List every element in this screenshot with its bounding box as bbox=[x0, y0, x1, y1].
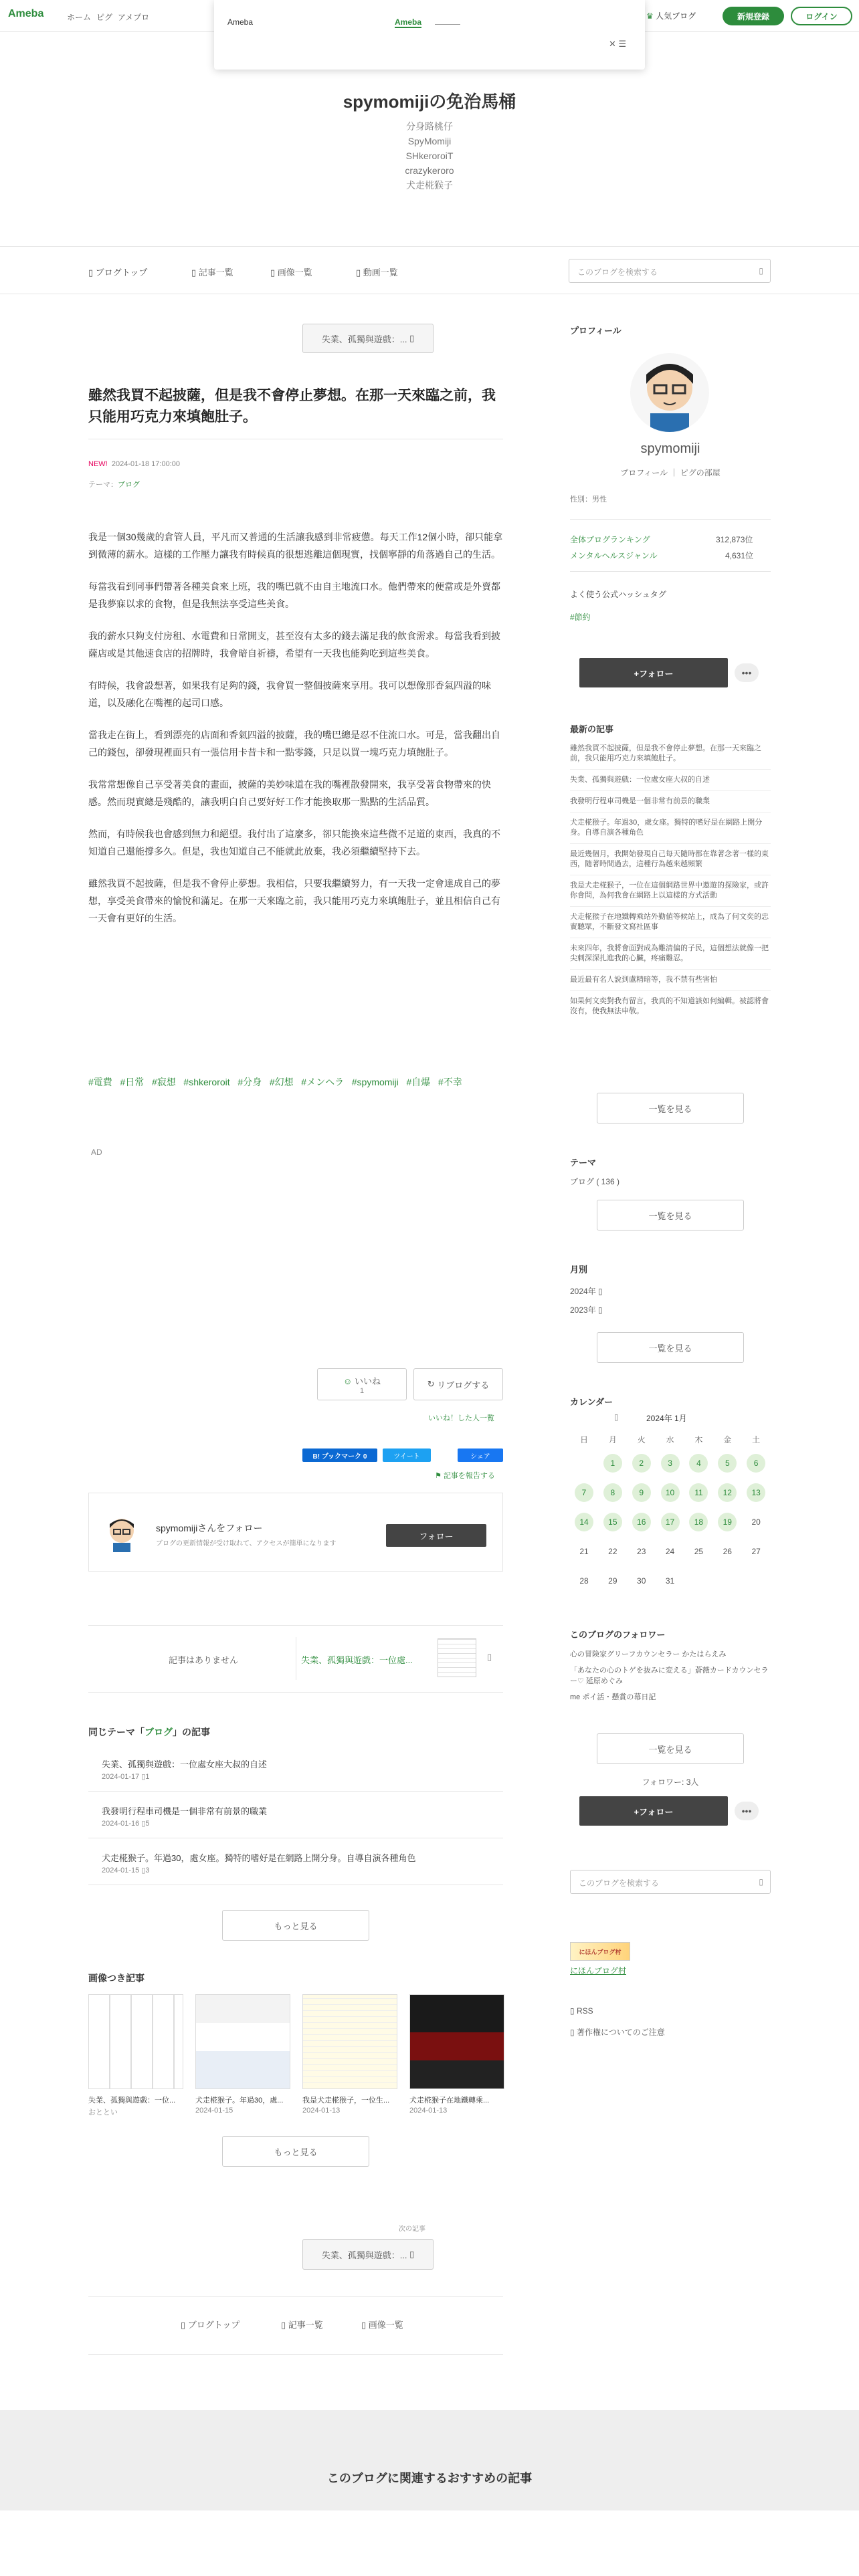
calendar-day[interactable]: 19 bbox=[718, 1513, 737, 1531]
nav-amepro[interactable]: アメプロ bbox=[118, 13, 150, 22]
recommend-content bbox=[0, 2510, 859, 2576]
image-article-title[interactable]: 我是犬走椛猴子，一位生... bbox=[302, 2097, 390, 2105]
follower-count: フォロワー: 3人 bbox=[642, 1778, 699, 1787]
search-icon: ▯ bbox=[759, 266, 763, 276]
chevron-down-icon: ▯ bbox=[598, 1287, 603, 1296]
calendar-day[interactable]: 14 bbox=[575, 1513, 593, 1531]
image-article-title[interactable]: 犬走椛猴子在地鐵轉乘... bbox=[409, 2097, 490, 2105]
profile-name[interactable]: spymomiji bbox=[640, 441, 700, 456]
list-item-title[interactable]: 失業、孤獨與遊戲：一位處女座大叔的自述 bbox=[102, 1759, 268, 1769]
latest-article-item[interactable]: 犬走椛猴子在地鐵轉乘站外勤値等候站上，成為了何文奕的忠實聽眾，不斷發文寫社區事 bbox=[570, 907, 771, 938]
image-article-date: 2024-01-13 bbox=[302, 2107, 341, 2115]
article-title[interactable]: 雖然我買不起披薩，但是我不會停止夢想。在那一天來臨之前，我只能用巧克力來填飽肚子。 bbox=[88, 388, 496, 425]
follower-item[interactable]: 「あなたの心のトゲを抜みに変える」蒼薇カードカウンセラー♡ 延原めぐみ bbox=[570, 1667, 769, 1685]
document-icon: ▯ bbox=[88, 267, 94, 278]
calendar-heading: カレンダー bbox=[570, 1397, 613, 1407]
smile-icon: ☺ bbox=[343, 1376, 353, 1386]
calendar-day: 25 bbox=[694, 1547, 704, 1556]
blog-sub-line: SHkeroroiT bbox=[405, 150, 454, 161]
blog-sub-line: 分身路桃仔 bbox=[406, 121, 453, 132]
calendar-day: 20 bbox=[751, 1517, 761, 1527]
article-paragraph: 當我走在街上，看到漂亮的店面和香氣四溢的披薩，我的嘴巴總是忍不住流口水。可是，當我翻出自己的錢包，卻發現裡面只有一張信用卡昔卡和一點零錢，只足以買一塊巧克力填飽肚子。 bbox=[88, 730, 500, 758]
divider bbox=[88, 1625, 503, 1626]
list-item-title[interactable]: 我發明行程車司機是一個非常有前景的職業 bbox=[102, 1806, 268, 1816]
latest-heading: 最新の記事 bbox=[570, 724, 614, 734]
hashtag[interactable]: #不幸 bbox=[438, 1077, 462, 1087]
image-article-title[interactable]: 犬走椛猴子。年過30，處... bbox=[195, 2097, 284, 2105]
calendar-day: 29 bbox=[608, 1576, 617, 1586]
subnav-video-list[interactable]: ▯ 動画一覧 bbox=[356, 267, 398, 278]
hashtag[interactable]: #spymomiji bbox=[351, 1077, 399, 1087]
same-theme-link[interactable]: ブログ bbox=[145, 1727, 173, 1737]
profile-link[interactable]: プロフィール bbox=[620, 468, 668, 477]
ameba-logo[interactable]: Ameba bbox=[8, 8, 44, 19]
hashtag-heading: よく使う公式ハッシュタグ bbox=[570, 590, 666, 599]
calendar-month: 2024年 1月 bbox=[646, 1414, 687, 1423]
calendar-day[interactable]: 9 bbox=[632, 1483, 651, 1502]
hashtag[interactable]: #幻想 bbox=[269, 1077, 294, 1087]
rss-icon: ▯ bbox=[570, 2006, 575, 2016]
calendar-day[interactable]: 17 bbox=[661, 1513, 680, 1531]
profile-avatar[interactable] bbox=[630, 353, 709, 432]
blogmura-link[interactable]: にほんブログ村 bbox=[570, 1966, 627, 1975]
more-options-icon[interactable]: ••• bbox=[735, 1802, 759, 1820]
calendar-day: 23 bbox=[637, 1547, 646, 1556]
follow-description: ブログの更新情報が受け取れて、アクセスが簡単になります bbox=[156, 1540, 337, 1547]
hashtag[interactable]: #電費 bbox=[88, 1077, 112, 1087]
next-label: 次の記事 bbox=[399, 2226, 425, 2233]
ranking-overall-link[interactable]: 全体ブログランキング bbox=[570, 535, 650, 544]
calendar-prev-icon[interactable]: ▯ bbox=[614, 1412, 619, 1422]
same-theme-list bbox=[88, 1747, 503, 1890]
blogmura-badge[interactable]: にほんブログ村 bbox=[570, 1942, 630, 1961]
calendar-day: 31 bbox=[665, 1576, 675, 1586]
latest-article-item[interactable]: 雖然我買不起披薩，但是我不會停止夢想。在那一天來臨之前，我只能用巧克力來填飽肚子。 bbox=[570, 741, 771, 770]
calendar-weekday: 月 bbox=[608, 1434, 617, 1444]
copyright-link[interactable]: ▯ 著作権についてのご注意 bbox=[570, 2028, 665, 2037]
blog-subnav bbox=[0, 246, 859, 294]
theme-heading: テーマ bbox=[570, 1158, 597, 1168]
more-button[interactable]: もっと見る bbox=[222, 1910, 369, 1941]
blog-sub-line: SpyMomiji bbox=[407, 136, 452, 146]
article-paragraph: 雖然我買不起披薩，但是我不會停止夢想。我相信，只要我繼續努力，有一天我一定會達成自己的夢想，享受美食帶來的愉悅和滿足。在那一天來臨之前，我只能用巧克力來填飽肚子，並且相信自己有一天會有更好的生活。 bbox=[88, 878, 500, 924]
latest-see-all-button[interactable]: 一覧を見る bbox=[597, 1093, 744, 1123]
follower-item[interactable]: me ポイ活・懸賞の幕日記 bbox=[570, 1693, 656, 1701]
prev-article-button[interactable]: 失業、孤獨與遊戲：... ▯ bbox=[302, 324, 434, 353]
monthly-see-all-button[interactable]: 一覧を見る bbox=[597, 1332, 744, 1363]
article-paragraph: 然而，有時候我也會感到無力和絕望。我付出了這麼多，卻只能換來這些微不足道的東西，我真的不知道自己還能撐多久。但是，我也知道自己不能就此放棄，我必須繼續堅持下去。 bbox=[88, 829, 500, 857]
calendar-day: 28 bbox=[579, 1576, 589, 1586]
follower-item[interactable]: 心の冒険家グリーフカウンセラー かたはらえみ bbox=[570, 1650, 727, 1658]
dropdown-link[interactable]: Ameba bbox=[395, 17, 422, 27]
official-hashtag[interactable]: #節約 bbox=[570, 613, 591, 622]
month-item[interactable]: 2024年 ▯ bbox=[570, 1287, 603, 1296]
calendar-day: 21 bbox=[579, 1547, 589, 1556]
article-theme: テーマ：ブログ bbox=[88, 481, 140, 489]
chevron-down-icon: ▯ bbox=[598, 1305, 603, 1315]
article-paragraph: 每當我看到同事們帶著各種美食來上班，我的嘴巴就不由自主地流口水。他們帶來的便當或是外賣都是我夢寐以求的食物，但是我無法享受這些美食。 bbox=[88, 581, 500, 609]
list-icon: ▯ bbox=[281, 2320, 286, 2330]
calendar-grid bbox=[570, 1430, 771, 1604]
chevron-right-icon[interactable]: ▯ bbox=[487, 1652, 492, 1662]
comment-icon: ▯ bbox=[141, 1820, 146, 1828]
calendar-day: 26 bbox=[723, 1547, 732, 1556]
article-paragraph: 我是一個30幾歲的倉管人員，平凡而又普通的生活讓我感到非常疲憊。每天工作12個小時，卻只能拿到微薄的薪水。這樣的工作壓力讓我有時候真的很想逃離這個現實，找個寧靜的角落過自己的生活。 bbox=[88, 532, 503, 560]
image-icon: ▯ bbox=[361, 2320, 367, 2330]
dropdown-panel bbox=[214, 0, 645, 70]
follow-box bbox=[88, 1493, 503, 1572]
subnav-image-list[interactable]: ▯ 画像一覧 bbox=[270, 267, 312, 278]
crown-icon: ♛ bbox=[646, 11, 654, 21]
video-icon: ▯ bbox=[356, 267, 361, 278]
latest-article-item[interactable]: 最近最有名人說到盧精暗等，我不禁有些害怕 bbox=[570, 970, 771, 991]
image-article-thumbnail[interactable] bbox=[88, 1994, 183, 2089]
blog-sub-line: 犬走椛猴子 bbox=[406, 180, 453, 191]
blog-search-input[interactable]: このブログを検索する ▯ bbox=[569, 259, 771, 283]
profile-sex: 性別：男性 bbox=[570, 496, 607, 504]
calendar-day[interactable]: 7 bbox=[575, 1483, 593, 1502]
new-badge: NEW! bbox=[88, 460, 108, 468]
latest-article-item[interactable]: 如果何文奕對我有留言，我真的不知道該如何編輯。被認將會沒有，使我無法申敬。 bbox=[570, 997, 769, 1015]
sidebar-search-input[interactable]: このブログを検索する ▯ bbox=[570, 1870, 771, 1894]
list-icon: ▯ bbox=[191, 267, 197, 278]
calendar-weekday: 日 bbox=[579, 1434, 588, 1444]
followers-list bbox=[570, 1646, 771, 1705]
calendar-day[interactable]: 5 bbox=[718, 1454, 737, 1473]
chevron-right-icon: ▯ bbox=[409, 333, 415, 343]
ranking-genre-value: 4,631位 bbox=[725, 551, 754, 560]
hashtag-list bbox=[88, 1073, 503, 1091]
follow-button[interactable]: フォロー bbox=[386, 1524, 486, 1547]
divider bbox=[88, 2296, 503, 2297]
bottom-nav-image-list[interactable]: ▯ 画像一覧 bbox=[361, 2320, 403, 2330]
hatena-bookmark-button[interactable]: B! ブックマーク 0 bbox=[302, 1448, 377, 1462]
dropdown-divider bbox=[435, 24, 460, 25]
hashtag[interactable]: #shkeroroit bbox=[183, 1077, 230, 1087]
like-list-link[interactable]: いいね！した人一覧 bbox=[428, 1414, 494, 1422]
reblog-icon: ↻ bbox=[427, 1379, 435, 1389]
calendar-weekday: 金 bbox=[723, 1434, 732, 1444]
calendar-day[interactable]: 18 bbox=[689, 1513, 708, 1531]
ranking-overall-value: 312,873位 bbox=[716, 535, 753, 544]
tweet-button[interactable]: ツイート bbox=[383, 1448, 431, 1462]
nav-home[interactable]: ホーム bbox=[67, 13, 92, 22]
month-item[interactable]: 2023年 ▯ bbox=[570, 1305, 603, 1315]
calendar-day[interactable]: 4 bbox=[689, 1454, 708, 1473]
document-icon: ▯ bbox=[181, 2320, 186, 2330]
comment-icon: ▯ bbox=[141, 1773, 146, 1781]
follow-title: spymomijiさんをフォロー bbox=[156, 1523, 263, 1533]
calendar-day[interactable]: 2 bbox=[632, 1454, 651, 1473]
recommend-section bbox=[0, 2410, 859, 2576]
image-article-thumbnail[interactable] bbox=[409, 1994, 504, 2089]
calendar-day[interactable]: 10 bbox=[661, 1483, 680, 1502]
calendar-day: 22 bbox=[608, 1547, 617, 1556]
image-article-date: 2024-01-13 bbox=[409, 2107, 448, 2115]
profile-heading: プロフィール bbox=[570, 326, 622, 336]
search-icon: ▯ bbox=[759, 1877, 763, 1887]
profile-links: プロフィール ｜ ピグの部屋 bbox=[620, 468, 721, 477]
signup-button[interactable]: 新規登録 bbox=[723, 7, 784, 25]
latest-article-item[interactable]: 未來四年，我將會面對成為難清偏的子民，這個想法就像一把尖刺深深扎進我的心臟，疼痛難忍。 bbox=[570, 938, 771, 970]
sidebar-follow-button-2[interactable]: +フォロー bbox=[579, 1796, 728, 1826]
hashtag[interactable]: #メンヘラ bbox=[301, 1077, 345, 1087]
calendar-day[interactable]: 13 bbox=[747, 1483, 765, 1502]
divider bbox=[570, 571, 771, 572]
calendar-day[interactable]: 15 bbox=[603, 1513, 622, 1531]
divider bbox=[88, 1692, 503, 1693]
no-next-article: 記事はありません bbox=[169, 1655, 239, 1665]
calendar-day[interactable]: 11 bbox=[689, 1483, 708, 1502]
popular-blog-link[interactable]: ♛ 人気ブログ bbox=[646, 11, 696, 21]
sidebar-follow-button[interactable]: +フォロー bbox=[579, 658, 728, 687]
divider bbox=[88, 1791, 503, 1792]
ranking-genre-link[interactable]: メンタルヘルスジャンル bbox=[570, 551, 658, 560]
bottom-nav-blog-top[interactable]: ▯ ブログトップ bbox=[181, 2320, 240, 2330]
image-article-thumbnail[interactable] bbox=[302, 1994, 397, 2089]
image-article-date: おととい bbox=[88, 2109, 118, 2117]
list-item-meta: 2024-01-17 ▯1 bbox=[102, 1773, 150, 1781]
calendar-weekday: 木 bbox=[694, 1434, 703, 1444]
flag-icon: ⚑ bbox=[435, 1472, 442, 1480]
blog-title[interactable]: spymomijiの免治馬桶 bbox=[343, 92, 516, 112]
bottom-nav-entry-list[interactable]: ▯ 記事一覧 bbox=[281, 2320, 323, 2330]
hashtag[interactable]: #日常 bbox=[120, 1077, 145, 1087]
chevron-right-icon: ▯ bbox=[409, 2249, 415, 2259]
subnav-blog-top[interactable]: ▯ ブログトップ bbox=[88, 267, 148, 278]
divider bbox=[88, 2354, 503, 2355]
image-article-title[interactable]: 失業、孤獨與遊戲：一位... bbox=[88, 2097, 176, 2105]
divider bbox=[570, 519, 771, 520]
info-icon: ▯ bbox=[570, 2028, 575, 2037]
reblog-button[interactable]: ↻ リブログする bbox=[413, 1368, 503, 1400]
article-body bbox=[88, 528, 503, 942]
report-link[interactable]: ⚑ 記事を報告する bbox=[435, 1472, 495, 1480]
header-nav bbox=[67, 11, 149, 23]
latest-article-item[interactable]: 犬走椛猴子。年過30，處女座。獨特的嗜好是在網路上開分身。自導自演各種角色 bbox=[570, 813, 771, 844]
monthly-heading: 月別 bbox=[570, 1265, 588, 1275]
close-icon[interactable]: ✕ ☰ bbox=[609, 39, 627, 49]
calendar-weekday: 水 bbox=[666, 1434, 674, 1444]
nav-pig[interactable]: ピグ bbox=[96, 13, 113, 22]
same-theme-heading: 同じテーマ「ブログ」の記事 bbox=[88, 1727, 210, 1737]
image-article-date: 2024-01-15 bbox=[195, 2107, 233, 2115]
followers-heading: このブログのフォロワー bbox=[570, 1630, 666, 1640]
pig-room-link[interactable]: ピグの部屋 bbox=[680, 468, 721, 477]
hashtag[interactable]: #分身 bbox=[237, 1077, 262, 1087]
image-icon: ▯ bbox=[270, 267, 276, 278]
calendar-day[interactable]: 16 bbox=[632, 1513, 651, 1531]
hashtag[interactable]: #寂想 bbox=[151, 1077, 176, 1087]
ad-label: AD bbox=[91, 1148, 102, 1157]
latest-article-item[interactable]: 失業、孤獨與遊戲：一位處女座大叔的自述 bbox=[570, 770, 771, 791]
comment-icon: ▯ bbox=[141, 1866, 146, 1874]
blog-sub-line: crazykeroro bbox=[405, 165, 454, 176]
list-item-meta: 2024-01-16 ▯5 bbox=[102, 1820, 150, 1828]
calendar-day: 27 bbox=[751, 1547, 761, 1556]
image-articles-heading: 画像つき記事 bbox=[88, 1973, 145, 1983]
list-item-meta: 2024-01-15 ▯3 bbox=[102, 1866, 150, 1874]
calendar-day[interactable]: 1 bbox=[603, 1454, 622, 1473]
calendar-day[interactable]: 12 bbox=[718, 1483, 737, 1502]
blog-description bbox=[0, 119, 859, 193]
calendar-day[interactable]: 8 bbox=[603, 1483, 622, 1502]
more-options-icon[interactable]: ••• bbox=[735, 663, 759, 682]
calendar-day: 30 bbox=[637, 1576, 646, 1586]
login-button[interactable]: ログイン bbox=[791, 7, 852, 25]
subnav-entry-list[interactable]: ▯ 記事一覧 bbox=[191, 267, 233, 278]
article-meta bbox=[88, 460, 180, 468]
calendar-weekday: 土 bbox=[752, 1434, 761, 1444]
recommend-heading: このブログに関連するおすすめの記事 bbox=[326, 2472, 533, 2485]
like-count: 1 bbox=[359, 1386, 365, 1395]
followers-see-all-button[interactable]: 一覧を見る bbox=[597, 1733, 744, 1764]
theme-item[interactable]: ブログ ( 136 ) bbox=[570, 1177, 620, 1186]
image-article-thumbnail[interactable] bbox=[195, 1994, 290, 2089]
list-item-title[interactable]: 犬走椛猴子。年過30，處女座。獨特的嗜好是在網路上開分身。自導自演各種角色 bbox=[102, 1853, 416, 1863]
facebook-share-button[interactable]: シェア bbox=[458, 1448, 503, 1462]
article-paragraph: 我常常想像自己享受著美食的畫面，披薩的美妙味道在我的嘴裡散發開來，我享受著食物帶來的快感。然而現實總是殘酷的，讓我明白自己要好好工作才能換取那一點點的生活品質。 bbox=[88, 779, 491, 807]
prev-article-thumbnail[interactable] bbox=[438, 1638, 476, 1677]
calendar-day[interactable]: 3 bbox=[661, 1454, 680, 1473]
theme-see-all-button[interactable]: 一覧を見る bbox=[597, 1200, 744, 1230]
article-paragraph: 我的薪水只夠支付房租、水電費和日常開支，甚至沒有太多的錢去滿足我的飲食需求。每當我看到披薩店或是其他速食店的招牌時，我會暗自祈禱，希望有一天我也能夠吃到這些美食。 bbox=[88, 631, 500, 659]
prev-article-link[interactable]: 失業、孤獨與遊戲：一位處... bbox=[301, 1655, 413, 1665]
next-article-button[interactable]: 失業、孤獨與遊戲：... ▯ bbox=[302, 2239, 434, 2270]
article-paragraph: 有時候，我會設想著，如果我有足夠的錢，我會買一整個披薩來享用。我可以想像那香氣四溢的味道，以及融化在嘴裡的起司口感。 bbox=[88, 680, 491, 708]
calendar-day[interactable]: 6 bbox=[747, 1454, 765, 1473]
avatar bbox=[105, 1516, 138, 1552]
rss-link[interactable]: ▯ RSS bbox=[570, 2006, 593, 2016]
more-images-button[interactable]: もっと見る bbox=[222, 2136, 369, 2167]
latest-article-item[interactable]: 我發明行程車司機是一個非常有前景的職業 bbox=[570, 791, 771, 813]
calendar-weekday: 火 bbox=[637, 1434, 646, 1444]
dropdown-brand: Ameba bbox=[227, 17, 254, 27]
hashtag[interactable]: #自爆 bbox=[406, 1077, 431, 1087]
latest-articles-list bbox=[570, 741, 771, 1022]
latest-article-item[interactable]: 最近幾個月，我開始發現自己每天隨時都在靠著念著一樣的東西，隨著時間過去，這種行為越來越頻繁 bbox=[570, 844, 771, 875]
latest-article-item[interactable]: 我是犬走椛猴子，一位在這個網路世界中遨遊的探險家，或許你會問，為何我會在網路上以這樣的方式活動 bbox=[570, 875, 771, 907]
article-date: 2024-01-18 17:00:00 bbox=[111, 460, 181, 468]
like-button[interactable]: ☺ いいね 1 bbox=[317, 1368, 407, 1400]
theme-link[interactable]: ブログ bbox=[118, 481, 140, 489]
calendar-day: 24 bbox=[665, 1547, 675, 1556]
